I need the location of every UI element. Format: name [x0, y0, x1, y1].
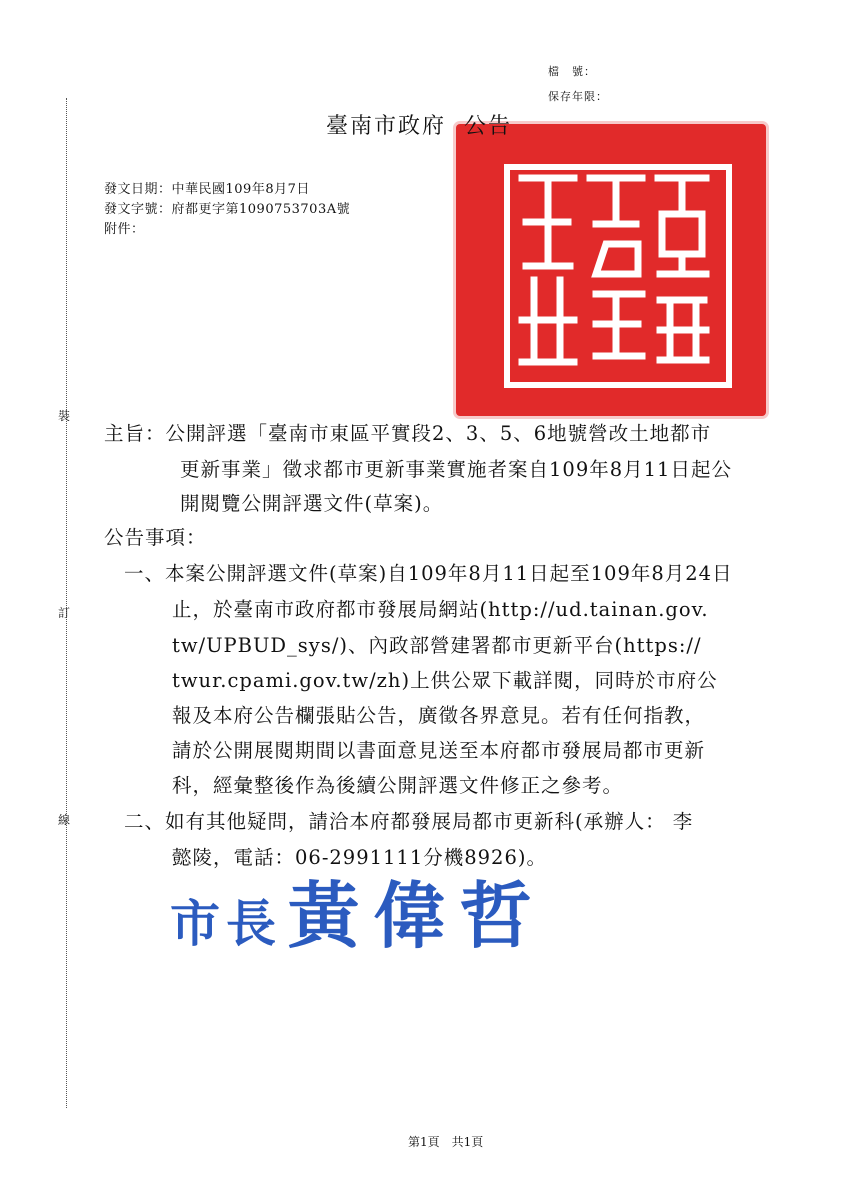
issue-reference-number: 發文字號：府都更字第1090753703A號 — [104, 202, 351, 217]
binding-label-zhuang: 裝 — [58, 409, 71, 423]
item1-line-6: 請於公開展閱期間以書面意見送至本府都市發展局都市更新 — [172, 739, 706, 762]
issue-date: 發文日期：中華民國109年8月7日 — [104, 182, 310, 197]
item2-line-2: 懿陵，電話：06-2991111分機8926)。 — [172, 846, 547, 869]
page-title — [326, 109, 512, 140]
item1-line-3: tw/UPBUD_sys/)、內政部營建署都市更新平台(https:// — [172, 634, 702, 657]
title-agency: 臺南市政府 — [326, 114, 447, 139]
official-seal — [456, 124, 766, 416]
file-number-label: 檔 號： — [548, 65, 596, 78]
item1-line-1: 一、本案公開評選文件(草案)自109年8月11日起至109年8月24日 — [124, 562, 733, 585]
signature-title: 市長 — [170, 894, 282, 953]
mayor-signature-stamp — [170, 858, 546, 962]
seal-characters-graphic — [456, 124, 766, 416]
item1-line-2: 止，於臺南市政府都市發展局網站(http://ud.tainan.gov. — [172, 598, 709, 621]
item1-line-5: 報及本府公告欄張貼公告，廣徵各界意見。若有任何指教， — [172, 704, 706, 727]
attachment-label: 附件： — [104, 222, 145, 237]
subject-line-3: 開閱覽公開評選文件(草案)。 — [180, 492, 444, 515]
binding-label-ding: 訂 — [58, 606, 71, 620]
item1-line-7: 科，經彙整後作為後續公開評選文件修正之參考。 — [172, 774, 624, 797]
announcement-heading: 公告事項： — [104, 526, 207, 549]
page-number-footer: 第1頁 共1頁 — [408, 1135, 484, 1149]
item2-line-1: 二、如有其他疑問，請洽本府都發展局都市更新科(承辦人： 李 — [124, 810, 694, 833]
subject-line-2: 更新事業」徵求都市更新事業實施者案自109年8月11日起公 — [180, 458, 732, 481]
item1-line-4: twur.cpami.gov.tw/zh)上供公眾下載詳閱，同時於市府公 — [172, 669, 718, 692]
binding-margin-line — [66, 98, 67, 1108]
title-doc-type: 公告 — [464, 114, 513, 139]
retention-period-label: 保存年限： — [548, 90, 608, 103]
subject-line-1: 主旨：公開評選「臺南市東區平實段2、3、5、6地號營改土地都市 — [104, 422, 712, 445]
binding-label-xian: 線 — [58, 813, 71, 827]
signature-name: 黃偉哲 — [287, 873, 546, 958]
